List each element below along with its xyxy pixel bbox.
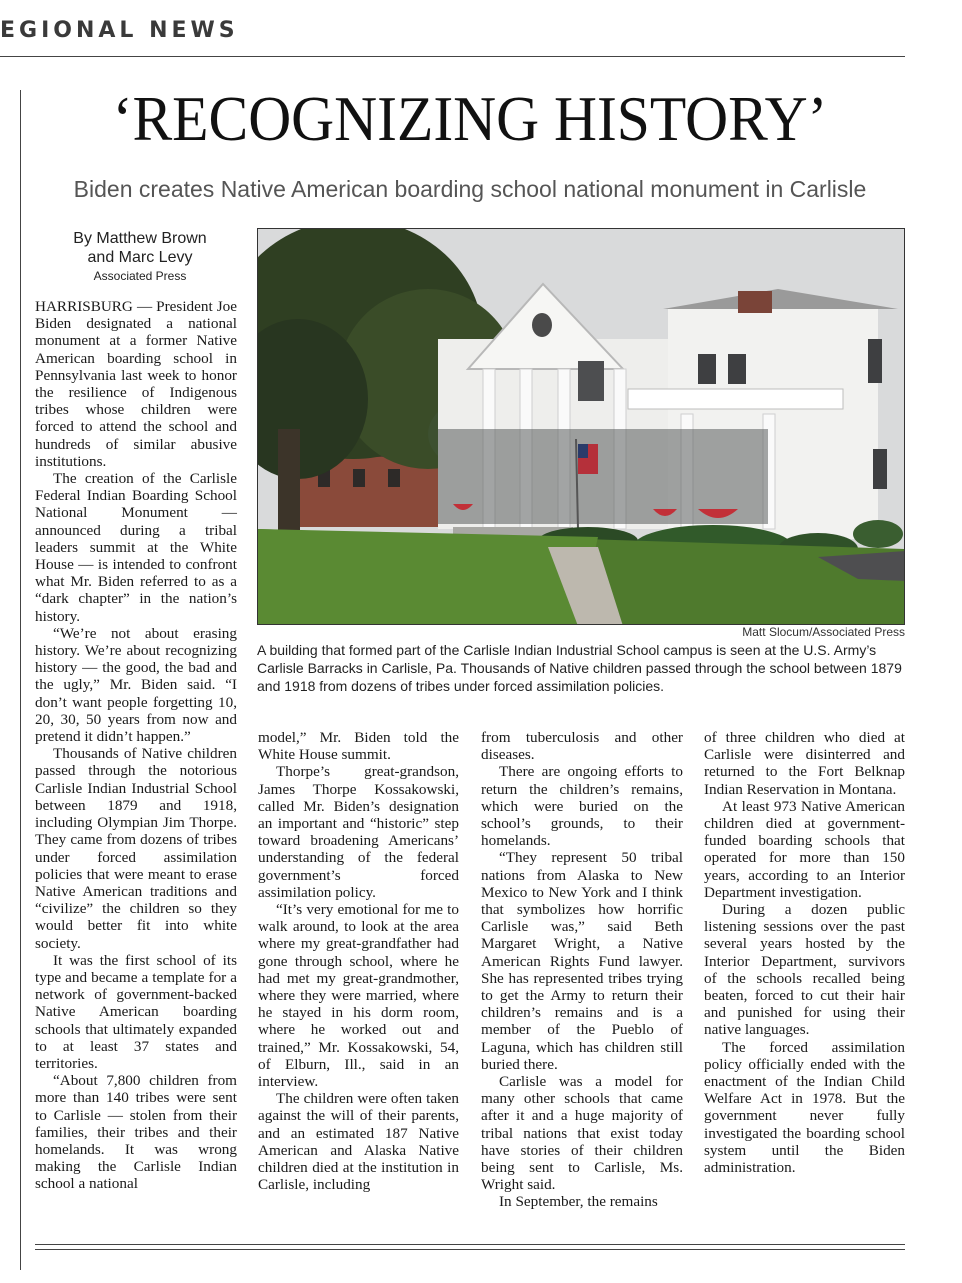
- section-label: EGIONAL NEWS: [0, 18, 239, 43]
- article-column-2: [258, 729, 459, 1193]
- paragraph: In September, the remains: [499, 1193, 658, 1211]
- photo-credit: Matt Slocum/Associated Press: [742, 625, 905, 639]
- paragraph: Carlisle was a model for many other schools that came after it and a huge majority of tribal nations that exist today have stories of their children being sent to Carlisle, Ms. Wright said.: [481, 1073, 683, 1194]
- paragraph: The forced assimilation policy officially ended with the enactment of the Indian Child Welfare Act in 1978. But the government never fully investigated the boarding school system until the Biden administration.: [704, 1038, 905, 1177]
- article-column-1: [35, 298, 237, 1213]
- paragraph: During a dozen public listening sessions over the past several years hosted by the Interior Department, survivors of the schools recalled being beaten, forced to cut their hair and punished for using their native languages.: [704, 901, 905, 1039]
- headline: ‘RECOGNIZING HISTORY’: [112, 83, 828, 154]
- article-column-3: [481, 729, 683, 1211]
- byline: [40, 229, 240, 285]
- byline-author-2: and Marc Levy: [87, 249, 193, 266]
- bottom-rule: [35, 1249, 905, 1250]
- article-photo: [257, 228, 905, 625]
- left-rule: [20, 90, 21, 1270]
- subhead: Biden creates Native American boarding school national monument in Carlisle: [73, 176, 867, 202]
- paragraph: HARRISBURG — President Joe Biden designated a national monument at a former Native American boarding school in Pennsylvania last week to honor the resilience of Indigenous tribes whose children were forced to attend the school and hundreds of similar abusive institutions.: [35, 298, 237, 470]
- paragraph-continued: model,” Mr. Biden told the White House summit.: [258, 729, 459, 764]
- photo-caption: A building that formed part of the Carlisle Indian Industrial School campus is seen at the U.S. Army’s Carlisle Barracks in Carlisle, Pa. Thousands of Native children passed through the school between 1879 and 1918 from dozens of tribes under forced assimilation policies.: [257, 642, 902, 694]
- paragraph: “It’s very emotional for me to walk around, to look at the area where my great-grandfather had gone through school, where he had met my great-grandmother, where they were married, where he stayed in his dorm room, where he worked out and trained,” Mr. Kossakowski, 54, of Elburn, Ill., said in an interview.: [258, 901, 459, 1091]
- paragraph: “We’re not about erasing history. We’re about recognizing history — the good, the bad and the ugly,” Mr. Biden said. “I don’t want people forgetting 10, 20, 30, 50 years from now and pretend it didn’t happen.”: [35, 624, 237, 746]
- paragraph: Thousands of Native children passed through the notorious Carlisle Indian Industrial School between 1879 and 1918, including Olympian Jim Thorpe. They came from dozens of tribes under forced assimilation policies that were meant to erase Native American traditions and “civilize” the children so they would better fit into white society.: [35, 745, 237, 952]
- bottom-rule: [35, 1244, 905, 1245]
- paragraph: The creation of the Carlisle Federal Indian Boarding School National Monument — announced during a tribal leaders summit at the White House — is intended to confront what Mr. Biden referred to as a “dark chapter” in the nation’s history.: [35, 470, 237, 625]
- paragraph-continued: of three children who died at Carlisle were disinterred and returned to the Fort Belknap Indian Reservation in Montana.: [704, 729, 905, 798]
- paragraph-continued: from tuberculosis and other diseases.: [481, 729, 683, 764]
- paragraph: “About 7,800 children from more than 140 tribes were sent to Carlisle — stolen from their families, their tribes and their homelands. It was wrong making the Carlisle Indian school a national: [35, 1072, 237, 1193]
- carlisle-building-photo: [258, 229, 905, 625]
- byline-organization: Associated Press: [93, 269, 187, 283]
- byline-author-1: By Matthew Brown: [73, 230, 207, 247]
- paragraph: There are ongoing efforts to return the children’s remains, which were buried on the school’s grounds, to their homelands.: [481, 763, 683, 850]
- paragraph: “They represent 50 tribal nations from Alaska to New Mexico to New York and I think that symbolizes how horrific Carlisle was,” said Beth Margaret Wright, a Native American Rights Fund lawyer. She has represented tribes trying to get the Army to return their children’s remains and is a member of the Pueblo of Laguna, which has children still buried there.: [481, 849, 683, 1073]
- top-rule: [0, 56, 905, 57]
- paragraph: At least 973 Native American children died at government-funded boarding schools that operated for more than 150 years, according to an Interior Department investigation.: [704, 797, 905, 901]
- article-column-4: [704, 729, 905, 1176]
- paragraph: Thorpe’s great-grandson, James Thorpe Kossakowski, called Mr. Biden’s designation an important and “historic” step toward broadening Americans’ understanding of the federal government’s forced assimilation policy.: [258, 763, 459, 901]
- paragraph: The children were often taken against the will of their parents, and an estimated 187 Native American and Alaska Native children died at the institution in Carlisle, including: [258, 1090, 459, 1194]
- paragraph: It was the first school of its type and became a template for a network of government-backed Native American boarding schools that ultimately expanded to at least 37 states and territories.: [35, 951, 237, 1072]
